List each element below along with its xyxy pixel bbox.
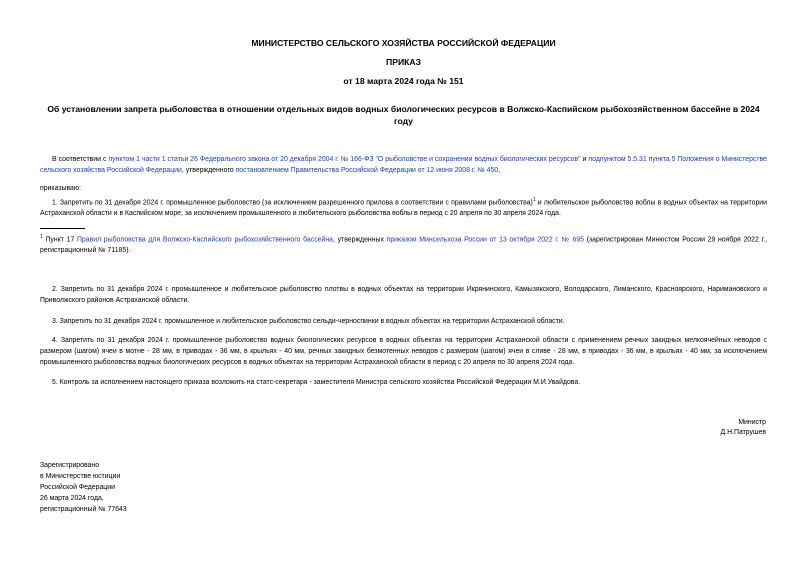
- signature-position: Министр: [738, 419, 766, 426]
- registration-line-3: Российской Федерации: [40, 484, 115, 491]
- registration-line-1: Зарегистрировано: [40, 462, 100, 469]
- order-date-number: от 18 марта 2024 года № 151: [343, 76, 464, 86]
- footnote-text-3: (зарегистрирован Минюстом России 29 ноября 2022 г., регистрационный № 71185).: [40, 236, 767, 255]
- signature-name: Д.Н.Патрушев: [720, 429, 766, 436]
- preamble-text-3: , утвержденного: [181, 167, 236, 174]
- government-decree-link[interactable]: постановлением Правительства Российской Федерации от 12 июня 2008 г. № 450: [235, 167, 499, 174]
- ministry-heading: МИНИСТЕРСТВО СЕЛЬСКОГО ХОЗЯЙСТВА РОССИЙСКОЙ ФЕДЕРАЦИИ: [251, 38, 556, 48]
- registration-block: [40, 460, 127, 515]
- item-1-text-1: 1. Запретить по 31 декабря 2024 г. промышленное рыболовство (за исключением разрешенного прилова в соответствии с правилами рыболовства): [52, 199, 533, 207]
- regulation-link[interactable]: подпунктом 5.5.31 пункта 5 Положения о Министерстве сельского хозяйства Российской Федерации: [40, 156, 767, 174]
- footnote-text-2: , утвержденных: [332, 236, 387, 244]
- item-4-paragraph: 4. Запретить по 31 декабря 2024 г. промышленное рыболовство водных биологических ресурсов в водных объектах на территории Астраханской области с применением речных закидных мелкоячейных неводов с размером (шагом) ячеи в мотне - 28 мм, в приводах - 36 мм, в крыльях - 40 мм, речных закидных безмотенных неводов с размером (шагом) ячеи в сливе - 28 мм, в приводах - 36 мм, в крыльях - 40 мм, за исключением промышленного рыболовства водных биологических ресурсов в водных объектах на территории Астраханской области в период с 20 апреля по 30 апреля 2024 года.: [40, 337, 767, 366]
- item-1-paragraph: [40, 195, 767, 219]
- footnote-marker[interactable]: 1: [532, 197, 536, 203]
- item-2-paragraph: 2. Запретить по 31 декабря 2024 г. промышленное и любительское рыболовство плотвы в водных объектах на территории Икрянинского, Камызякского, Володарского, Лиманского, Красноярского, Наримановского и Приволжского районов Астраханской области.: [40, 286, 767, 304]
- registration-line-5: регистрационный № 77643: [40, 506, 127, 513]
- footnote-number: 1: [40, 234, 43, 240]
- item-5-paragraph: 5. Контроль за исполнением настоящего приказа возложить на статс-секретаря - заместителя Министра сельского хозяйства Российской Федерации М.И.Увайдова.: [52, 379, 581, 386]
- item-3-paragraph: 3. Запретить по 31 декабря 2024 г. промышленное и любительское рыболовство сельди-черноспинки в водных объектах на территории Астраханской области.: [52, 318, 565, 325]
- footnote-paragraph: [40, 232, 767, 256]
- order-word: приказываю:: [40, 185, 81, 192]
- footnote-text-1: Пункт 17: [42, 236, 77, 244]
- registration-line-4: 26 марта 2024 года,: [40, 495, 104, 502]
- footnote-separator: [40, 228, 85, 229]
- federal-law-link[interactable]: пунктом 1 части 1 статьи 26 Федерального закона от 20 декабря 2004 г. № 166-ФЗ "О рыболовстве и сохранении водных биологических ресурсов": [108, 156, 581, 163]
- registration-line-2: в Министерстве юстиции: [40, 473, 121, 480]
- fishing-rules-link[interactable]: Правил рыболовства для Волжско-Каспийского рыбохозяйственного бассейна: [76, 236, 333, 244]
- preamble-text-1: В соответствии с: [52, 156, 109, 163]
- item-1-text-2: и любительское рыболовство воблы в водных объектах на территории Астраханской области и в Каспийском море, за исключением промышленного и любительского рыболовства воблы в период с 20 апреля по 30 апреля 2024 года.: [40, 199, 767, 218]
- preamble-text-4: ,: [498, 167, 501, 174]
- doc-type-heading: ПРИКАЗ: [386, 57, 421, 67]
- signature-block: [721, 418, 766, 438]
- order-title: Об установлении запрета рыболовства в отношении отдельных видов водных биологических ресурсов в Волжско-Каспийском рыбохозяйственном бассейне в 2024 году: [47, 104, 760, 126]
- preamble-text-2: и: [580, 156, 589, 163]
- preamble-paragraph: [40, 154, 767, 176]
- ministry-order-link[interactable]: приказом Минсельхоза России от 13 октября 2022 г. № 695: [386, 236, 585, 244]
